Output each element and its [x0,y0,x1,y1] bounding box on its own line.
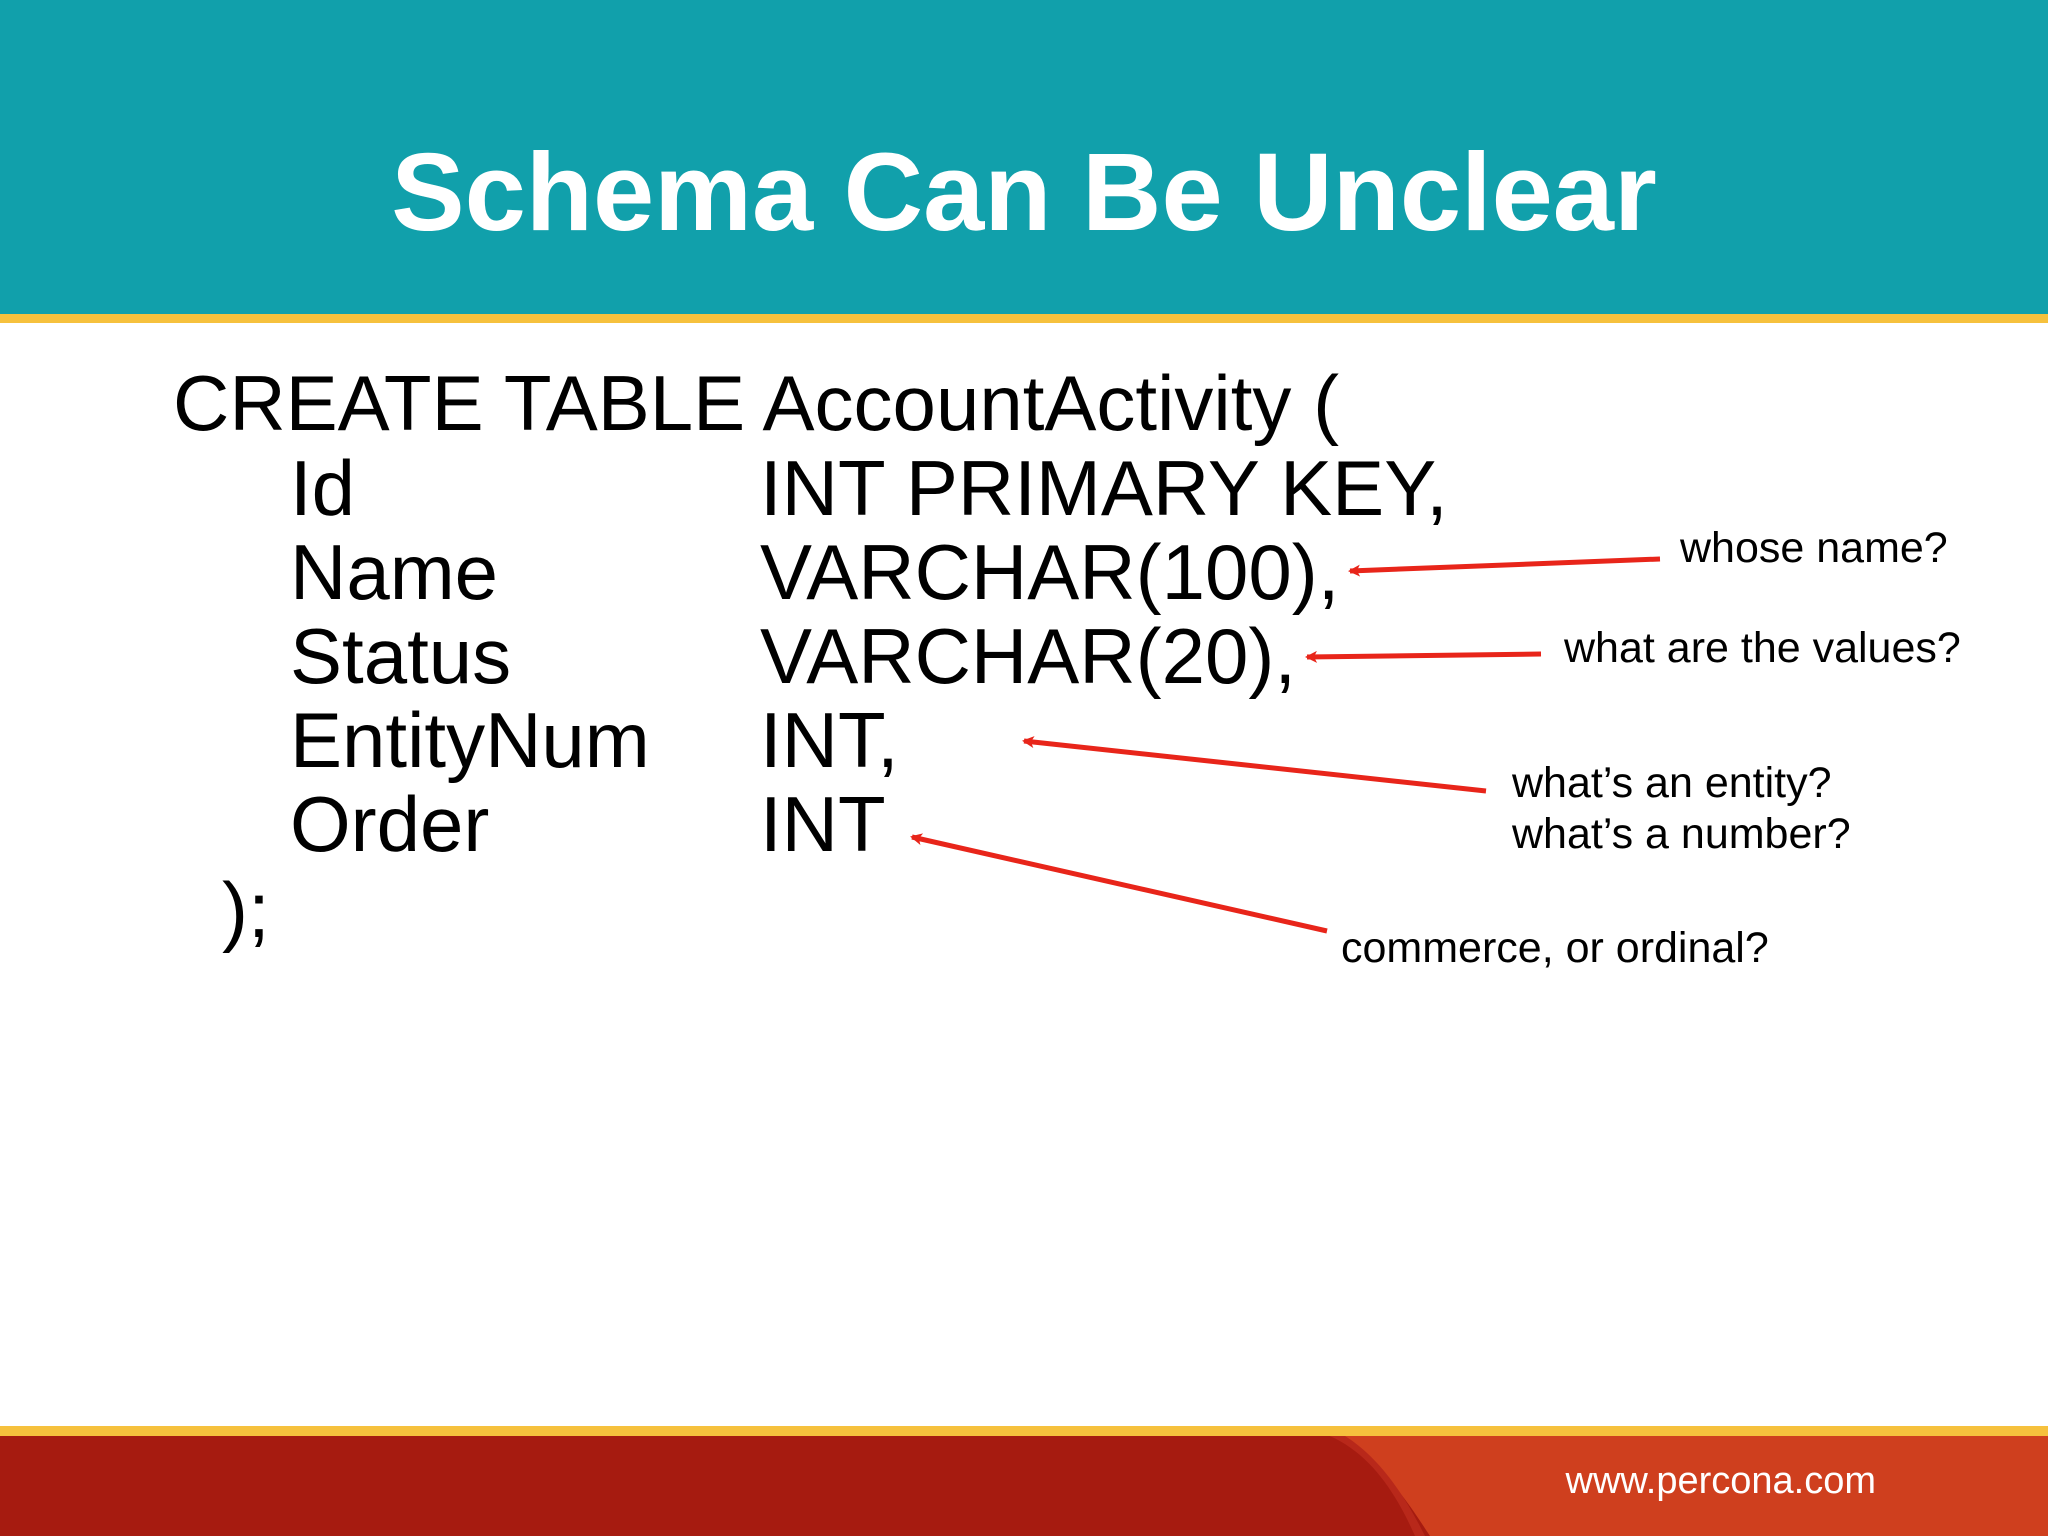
close-paren-line: ); [222,866,270,954]
footer-stripe [0,1426,2048,1436]
annotation-whose-name: whose name? [1680,524,1948,572]
column-name-status: Status [290,612,512,700]
slide-title: Schema Can Be Unclear [391,131,1657,254]
annotation-entity-line-1: what’s an entity? [1512,759,1832,807]
column-type-entitynum: INT, [760,696,899,784]
arrow-status-values [1307,654,1541,657]
footer-bar [0,1436,2048,1536]
column-name-entitynum: EntityNum [290,696,650,784]
arrow-order [912,837,1327,931]
column-type-name: VARCHAR(100), [760,528,1340,616]
footer-url: www.percona.com [1565,1460,1876,1502]
column-type-order: INT [760,780,886,868]
arrow-whose-name [1350,559,1660,571]
annotation-status-values: what are the values? [1564,624,1961,672]
column-type-status: VARCHAR(20), [760,612,1296,700]
create-table-line: CREATE TABLE AccountActivity ( [173,359,1340,447]
annotation-order: commerce, or ordinal? [1341,924,1769,972]
column-type-id: INT PRIMARY KEY, [760,444,1448,532]
column-name-id: Id [290,444,356,532]
annotation-entity-line-2: what’s a number? [1512,810,1851,858]
arrow-entity [1024,741,1486,791]
column-name-order: Order [290,780,490,868]
column-name-name: Name [290,528,499,616]
